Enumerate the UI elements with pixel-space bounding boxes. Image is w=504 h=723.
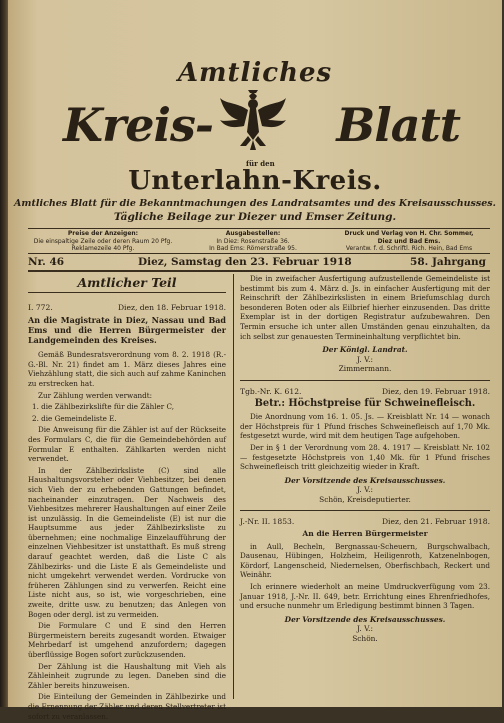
signature-name: Zimmermann. (338, 364, 392, 374)
book-binding-edge (0, 0, 8, 707)
list-item: 1. die Zählbezirkslifte für die Zähler C, (32, 402, 175, 412)
masthead-kreis: Kreis- (63, 98, 213, 152)
signature-name: Schön. (352, 634, 378, 643)
issue-line (28, 256, 490, 272)
signature-mark: J. V.: (357, 485, 373, 495)
paragraph: in Aull, Becheln, Bergnassau-Scheuern, Burgschwalbach, Dausenau, Hübingen, Holzheim, Heiligenroth, Katzenelnbogen, Kördorf, Langenscheid, Niedernelsen, Oberfischbach, Reckert und Weinähr. (240, 541, 490, 580)
ad-prices: Preise der Anzeigen: Die einspaltige Zeile oder deren Raum 20 Pfg. Reklamezeile 40 Pfg. (33, 230, 173, 252)
signature-authority: Der Vorsitzende des Kreisausschusses. (284, 614, 446, 624)
masthead-district: Unterlahn-Kreis. (128, 166, 382, 196)
notice-reference: J.-Nr. II. 1853. Diez, den 21. Februar 1918. (240, 517, 490, 527)
paragraph: Ich erinnere wiederholt an meine Umdruckverfügung vom 23. Januar 1918, J.-Nr. II. 649, betr. Errichtung eines Ehrenfriedhofes, und ersuche nunmehr um Erledigung bestimmt binnen 3 Tagen. (240, 582, 490, 611)
notice-reference: Tgb.-Nr. K. 612. Diez, den 19. Februar 1918. (240, 386, 490, 396)
masthead-line-amtliches: Amtliches (177, 58, 333, 88)
divider (240, 380, 490, 381)
signature-mark: J. V.: (357, 354, 373, 364)
paragraph: Zur Zählung werden verwandt: (38, 390, 153, 400)
paragraph: Gemäß Bundesratsverordnung vom 8. 2. 1918 (R.-G.-Bl. Nr. 21) findet am 1. März dieses Jahres eine Viehzählung statt, die sich auch auf zahme Kaninchen zu erstrecken hat. (28, 350, 226, 388)
paragraph: Der Zählung ist die Haushaltung mit Vieh als Zähleinheit zugrunde zu legen. Daneben sind die Zähler bereits hinzuweisen. (28, 661, 226, 690)
paragraph: Die Einteilung der Gemeinden in Zählbezirke und die Ernennung der Zähler und deren Stellvertreter ist sofort zu veranlassen. (28, 692, 226, 721)
issue-offices: Ausgabestellen: In Diez: Rosenstraße 36. In Bad Ems: Römerstraße 95. (209, 230, 297, 252)
notice-heading: An die Herren Bürgermeister (302, 529, 428, 539)
signature-name: Schön, Kreisdeputierter. (319, 494, 411, 504)
notice-reference: I. 772. Diez, den 18. Februar 1918. (28, 302, 226, 312)
masthead-subtitle-supplement: Tägliche Beilage zur Diezer und Emser Zeitung. (113, 211, 397, 223)
masthead-fuer-den: für den (246, 159, 275, 168)
divider (240, 510, 490, 511)
paragraph: Die Formulare C und E sind den Herren Bürgermeistern bereits zugesandt worden. Etwaiger Mehrbedarf ist umgehend anzufordern; dagegen überflüssige Bogen sofort zurückzusenden. (28, 621, 226, 659)
notice-heading: Betr.: Höchstpreise für Schweinefleisch. (254, 397, 476, 409)
newspaper-page (8, 0, 502, 721)
column-divider (233, 274, 234, 699)
publication-info-row (28, 228, 490, 254)
signature-mark: J. V.: (357, 624, 373, 634)
paragraph: Der in § 1 der Verordnung vom 28. 4. 1917 — Kreisblatt Nr. 102 — festgesetzte Höchstpreis von 1,40 Mk. für 1 Pfund frisches Schweinefleisch tritt gleichzeitig wieder in Kraft. (240, 442, 490, 472)
paragraph: Die Anweisung für die Zähler ist auf der Rückseite des Formulars C, die für die Gemeindebehörden auf Formular E enthalten. Zählkarten werden nicht verwendet. (28, 425, 226, 464)
list-item: 2. die Gemeindeliste E. (32, 413, 117, 423)
right-column (240, 274, 490, 644)
section-title: Amtlicher Teil (28, 276, 226, 293)
paragraph: Die in zweifacher Ausfertigung aufzustellende Gemeindeliste ist bestimmt bis zum 4. März d. Js. in einfacher Ausfertigung mit der Reinschrift der Zählbezirkslisten in einem Briefumschlag durch besonderen Boten oder als Eilbrief hierher einzusenden. Das dritte Exemplar ist in der dortigen Registratur aufzubewahren. Den Termin ersuche ich unter allen Umständen genau einzuhalten, da ich selbst zur genauesten Termineinhaltung verpflichtet bin. (240, 274, 490, 341)
prussian-eagle-icon (218, 86, 288, 152)
issue-number: Nr. 46 (28, 256, 65, 268)
publisher-info: Druck und Verlag von H. Chr. Sommer, Diez und Bad Ems. Verantw. f. d. Schriftl. Rich. Hein, Bad Ems (344, 230, 474, 252)
signature-authority: Der Vorsitzende des Kreisausschusses. (284, 475, 446, 485)
masthead-subtitle-official: Amtliches Blatt für die Bekanntmachungen des Landratsamtes und des Kreisausschusses. (14, 198, 496, 209)
paragraph: Die Anordnung vom 16. 1. 05. Js. — Kreisblatt Nr. 14 — wonach der Höchstpreis für 1 Pfund frisches Schweinefleisch auf 1,70 Mk. festgesetzt wurde, wird mit dem heutigen Tage aufgehoben. (240, 412, 490, 441)
issue-date: Diez, Samstag den 23. Februar 1918 (138, 256, 352, 268)
masthead-blatt: Blatt (336, 98, 460, 152)
signature-authority: Der Königl. Landrat. (322, 345, 408, 355)
issue-year: 58. Jahrgang (410, 256, 486, 268)
notice-address: An die Magistrate in Diez, Nassau und Bad Ems und die Herren Bürgermeister der Landgemeinden des Kreises. (28, 315, 226, 346)
left-column (28, 276, 226, 723)
paragraph: In der Zählbezirksliste (C) sind alle Haushaltungsvorsteher oder Viehbesitzer, bei denen sich Vieh der zu erhebenden Gattungen befindet, nacheinander einzutragen. Der Nachweis des Viehbesitzes mehrerer Haushaltungen auf einer Zeile ist unzulässig. In die Gemeindeliste (E) ist nur die Hauptsumme aus jeder Zählbezirksliste zu übernehmen; eine nochmalige Einzelaufführung der einzelnen Viehbesitzer ist unstatthaft. Es muß streng darauf geachtet werden, daß die Liste C als Zählbezirks- und die Liste E als Gemeindeliste und nicht umgekehrt verwendet werden. Vordrucke von früheren Zählungen sind zu verwerfen. Reicht eine Liste nicht aus, so ist, wie vorgeschrieben, eine zweite, dritte usw. zu benutzen; das Anlegen von Bogen oder dergl. ist zu vermeiden. (28, 465, 226, 619)
